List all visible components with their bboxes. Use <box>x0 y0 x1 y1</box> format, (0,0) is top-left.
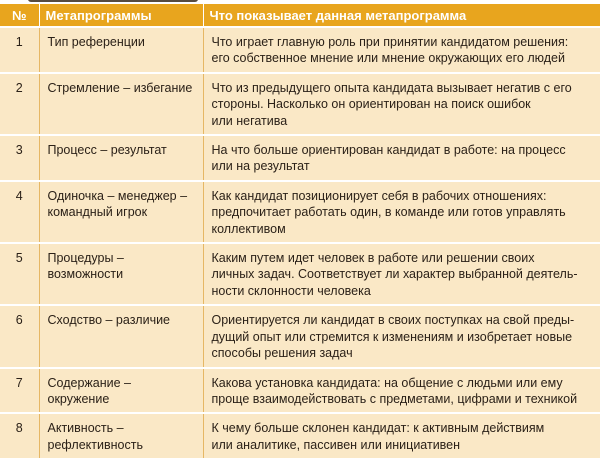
row-number <box>0 368 39 414</box>
row-number-text: 5 <box>15 251 23 266</box>
table-row <box>0 368 600 414</box>
row-metaprogram <box>39 305 203 367</box>
row-description <box>203 135 600 181</box>
row-metaprogram <box>39 243 203 305</box>
row-metaprogram-text: Тип референции <box>47 35 145 49</box>
row-description-text: К чему больше склонен кандидат: к активным действиям или аналитике, пассивен или инициативен <box>211 421 545 452</box>
row-metaprogram <box>39 368 203 414</box>
row-description-text: Как кандидат позиционирует себя в рабочих отношениях: предпочитает работать один, в команде или готов управлять коллективом <box>211 188 566 236</box>
row-metaprogram-text: Активность – рефлективность <box>47 421 143 452</box>
row-description-text: Ориентируется ли кандидат в своих поступках на свой преды- дущий опыт или стремится к изменениям и изобретает новые способы решения задач <box>211 313 575 361</box>
row-number <box>0 305 39 367</box>
row-metaprogram-text: Одиночка – менеджер – командный игрок <box>47 188 188 220</box>
row-number-text: 8 <box>15 421 23 436</box>
row-number <box>0 73 39 135</box>
row-number <box>0 181 39 243</box>
cropped-heading-fragment <box>28 0 198 2</box>
row-description-text: Что играет главную роль при принятии кандидатом решения: его собственное мнение или мнение окружающих его людей <box>211 35 569 66</box>
row-description <box>203 305 600 367</box>
row-description-text: Какова установка кандидата: на общение с людьми или ему проще взаимодействовать с предметами, цифрами и техникой <box>211 375 578 406</box>
row-number-text: 3 <box>15 143 23 158</box>
header-description: Что показывает данная метапрограмма <box>203 4 600 27</box>
row-number <box>0 413 39 458</box>
row-metaprogram <box>39 27 203 73</box>
row-metaprogram <box>39 181 203 243</box>
row-metaprogram-text: Стремление – избегание <box>47 80 193 95</box>
row-description <box>203 368 600 414</box>
row-metaprogram <box>39 73 203 135</box>
table-row <box>0 27 600 73</box>
row-description-text: Каким путем идет человек в работе или решении своих личных задач. Соответствует ли характер выбранной деятель- ности склонности человека <box>211 251 578 298</box>
row-number-text: 1 <box>15 35 23 49</box>
table-row <box>0 243 600 305</box>
row-metaprogram-text: Сходство – различие <box>47 313 171 328</box>
table-body <box>0 27 600 458</box>
header-number: № <box>0 4 39 27</box>
row-number <box>0 27 39 73</box>
row-number <box>0 243 39 305</box>
row-metaprogram <box>39 135 203 181</box>
table-row <box>0 135 600 181</box>
row-number-text: 7 <box>15 375 23 390</box>
table-row <box>0 305 600 367</box>
row-description <box>203 73 600 135</box>
header-metaprograms: Метапрограммы <box>39 4 203 27</box>
row-description <box>203 27 600 73</box>
row-description <box>203 243 600 305</box>
row-metaprogram <box>39 413 203 458</box>
row-metaprogram-text: Процесс – результат <box>47 143 167 158</box>
row-metaprogram-text: Процедуры – возможности <box>47 251 124 282</box>
table-row <box>0 73 600 135</box>
table-row <box>0 413 600 458</box>
table-header <box>0 4 600 27</box>
row-number-text: 6 <box>15 313 23 328</box>
header-row <box>0 4 600 27</box>
row-description-text: На что больше ориентирован кандидат в работе: на процесс или на результат <box>211 143 566 174</box>
row-description-text: Что из предыдущего опыта кандидата вызывает негатив с его стороны. Насколько он ориентирован на поиск ошибок или негатива <box>211 80 572 128</box>
row-description <box>203 413 600 458</box>
row-number <box>0 135 39 181</box>
row-description <box>203 181 600 243</box>
table-row <box>0 181 600 243</box>
row-metaprogram-text: Содержание – окружение <box>47 375 131 406</box>
metaprograms-table <box>0 4 600 458</box>
row-number-text: 2 <box>15 80 23 95</box>
row-number-text: 4 <box>15 188 23 203</box>
